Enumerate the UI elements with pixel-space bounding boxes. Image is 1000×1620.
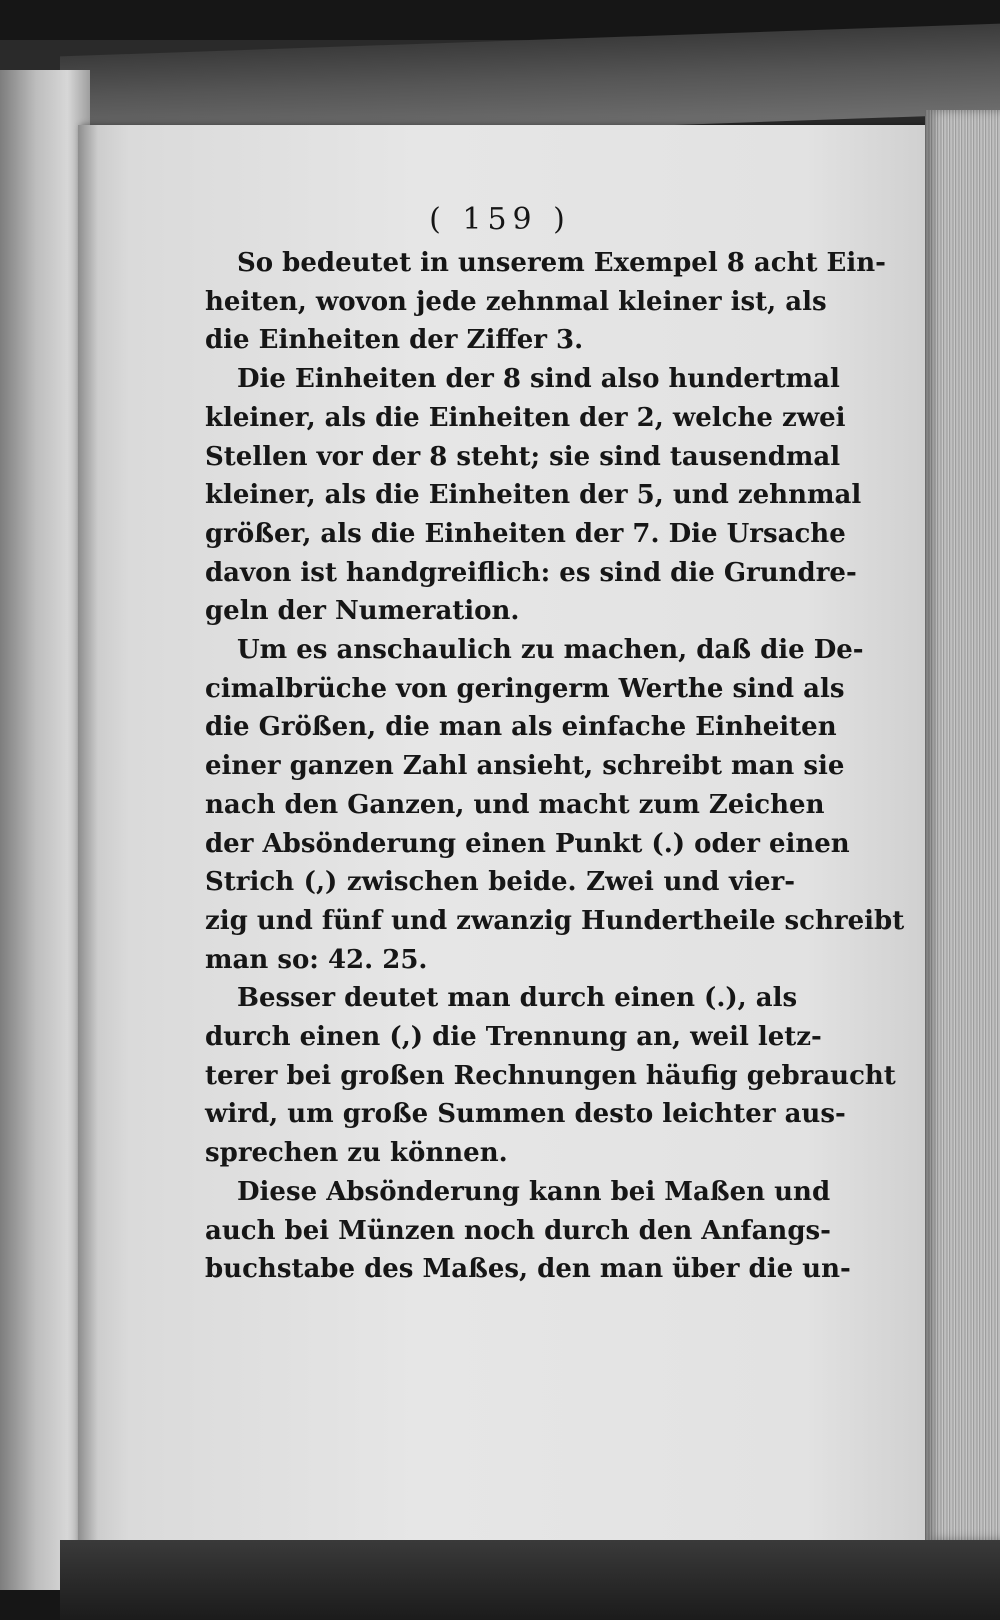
text-line: kleiner, als die Einheiten der 2, welche zwei (205, 402, 846, 433)
text-line: heiten, wovon jede zehnmal kleiner ist, als (205, 286, 827, 317)
text-line: nach den Ganzen, und macht zum Zeichen (205, 789, 825, 820)
text-line: buchstabe des Maßes, den man über die un- (205, 1254, 851, 1285)
text-line: Stellen vor der 8 steht; sie sind tausendmal (205, 441, 841, 472)
text-line: zig und fünf und zwanzig Hundertheile schreibt (205, 905, 905, 936)
paragraph-list (205, 244, 905, 1289)
page-number: ( 159 ) (429, 202, 571, 237)
text-line: Diese Absönderung kann bei Maßen und (237, 1176, 831, 1207)
paragraph (205, 1173, 851, 1289)
paragraph (205, 360, 862, 631)
text-line: einer ganzen Zahl ansieht, schreibt man sie (205, 751, 845, 782)
text-line: So bedeutet in unserem Exempel 8 acht Ein- (237, 248, 886, 278)
text-line: Um es anschaulich zu machen, daß die De- (237, 635, 864, 666)
paragraph (205, 244, 886, 360)
text-line: Besser deutet man durch einen (.), als (237, 983, 798, 1014)
text-line: geln der Numeration. (205, 596, 520, 627)
text-line: die Einheiten der Ziffer 3. (205, 325, 584, 356)
text-line: die Größen, die man als einfache Einheiten (205, 712, 837, 743)
text-line: cimalbrüche von geringerm Werthe sind als (205, 673, 845, 704)
page-stack-edge (925, 110, 1000, 1540)
text-line: terer bei großen Rechnungen häufig gebraucht (205, 1060, 896, 1091)
text-line: größer, als die Einheiten der 7. Die Ursache (205, 518, 846, 549)
text-line: man so: 42. 25. (205, 944, 428, 975)
text-line: auch bei Münzen noch durch den Anfangs- (205, 1215, 831, 1246)
page-text (205, 200, 905, 1289)
facing-page-edge (0, 70, 90, 1590)
paragraph (205, 631, 905, 979)
book-bottom-edge (60, 1540, 1000, 1620)
text-line: wird, um große Summen desto leichter aus- (205, 1099, 846, 1130)
text-line: Strich (,) zwischen beide. Zwei und vier- (205, 867, 795, 898)
paragraph (205, 979, 896, 1173)
gutter-shadow (78, 125, 98, 1545)
text-line: davon ist handgreiflich: es sind die Grundre- (205, 557, 857, 588)
text-line: kleiner, als die Einheiten der 5, und zehnmal (205, 480, 862, 511)
text-line: Die Einheiten der 8 sind also hundertmal (237, 364, 840, 395)
text-line: sprechen zu können. (205, 1138, 508, 1169)
text-line: der Absönderung einen Punkt (.) oder einen (205, 828, 850, 859)
text-line: durch einen (,) die Trennung an, weil letz- (205, 1022, 822, 1053)
